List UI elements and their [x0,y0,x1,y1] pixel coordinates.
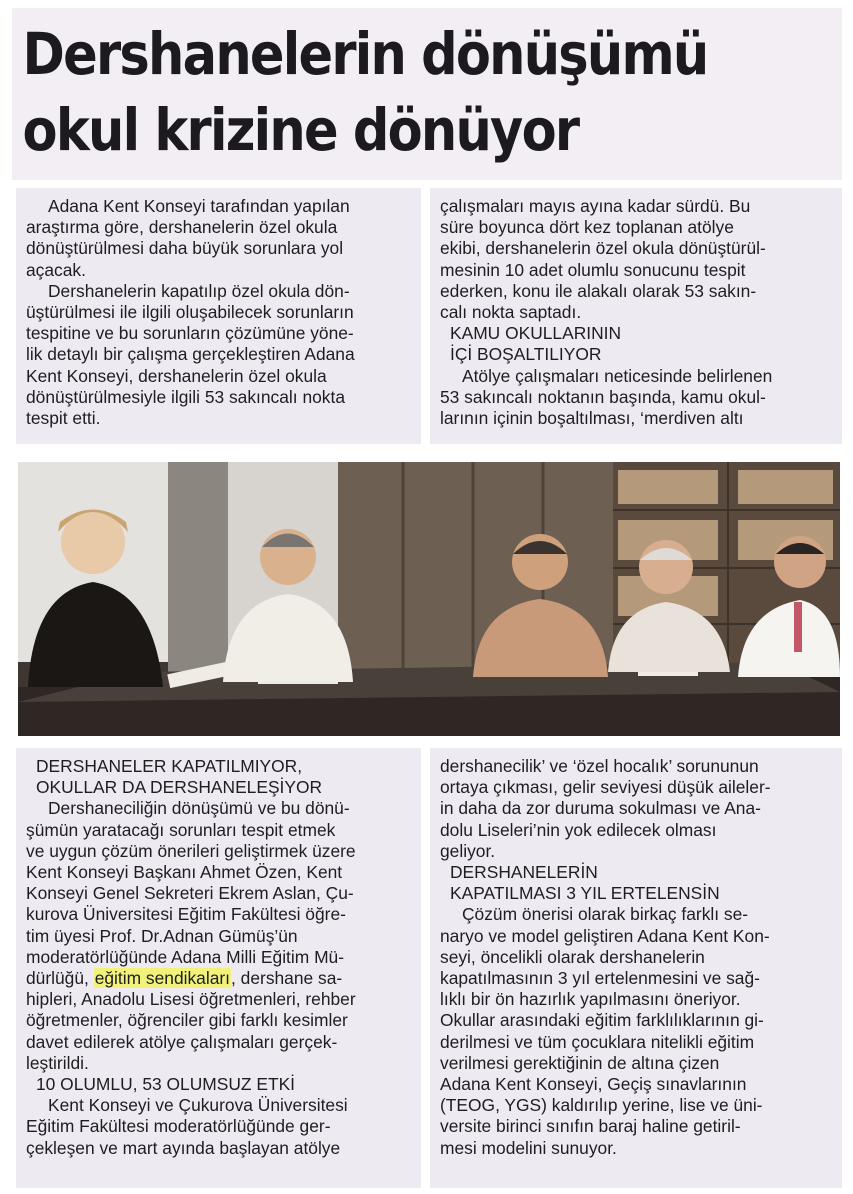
article-text-line: tespit etti. [26,408,101,429]
article-text-line: Kent Konseyi ve Çukurova Üniversitesi [48,1095,348,1116]
section-subhead: OKULLAR DA DERSHANELEŞİYOR [36,777,323,798]
article-text-line: moderatörlüğünde Adana Milli Eğitim Mü- [26,946,345,967]
article-text-line: larının içinin boşaltılması, ‘merdiven altı [440,408,744,429]
article-text-line: ortaya çıkması, gelir seviyesi düşük aileler- [440,777,771,798]
article-text-line: hipleri, Anadolu Lisesi öğretmenleri, rehber [26,989,356,1010]
article-text-line: lıklı bir ön hazırlık yapılmasını öneriyor. [440,989,741,1010]
article-text-line: üştürülmesi ile ilgili oluşabilecek sorunların [26,302,354,323]
article-text-line: leştirildi. [26,1052,89,1073]
article-text-line: Adana Kent Konseyi, Geçiş sınavlarının [440,1074,747,1095]
article-text-line: çekleşen ve mart ayında başlayan atölye [26,1137,341,1158]
article-text-line: tespitine ve bu sorunların çözümüne yöne- [26,323,354,344]
section-subhead: KAMU OKULLARININ [450,323,622,344]
article-text-line: ederken, konu ile alakalı olarak 53 sakın- [440,280,757,301]
article-text-line [26,968,413,989]
headline [12,8,742,168]
section-subhead: DERSHANELERİN [450,862,598,883]
article-text-line: Adana Kent Konseyi tarafından yapılan [48,196,350,216]
article-column-1 [16,188,421,444]
article-text-line: süre boyunca dört kez toplanan atölye [440,217,734,238]
article-text-line: tim üyesi Prof. Dr.Adnan Gümüş’ün [26,925,298,946]
article-text-line: dershanecilik’ ve ‘özel hocalık’ sorununun [440,756,759,776]
article-text-line: ekibi, dershanelerin özel okula dönüştürül- [440,238,766,259]
article-text-line: Eğitim Fakültesi moderatörlüğünde ger- [26,1116,331,1137]
article-column-4 [430,748,842,1188]
article-text-line: derilmesi ve tüm çocuklara nitelikli eğitim [440,1031,755,1052]
article-text-line: ve uygun çözüm önerileri geliştirmek üzere [26,840,356,861]
text-segment: dürlüğü, [26,968,94,989]
article-text-line: Okullar arasındaki eğitim farklılıklarının gi- [440,1010,764,1031]
highlighted-text: eğitim sendikaları [94,968,231,989]
article-text-line: versite birinci sınıfın baraj haline getiril- [440,1116,741,1137]
article-text-line: kurova Üniversitesi Eğitim Fakültesi öğre- [26,904,346,925]
article-text-line: çalışmaları mayıs ayına kadar sürdü. Bu [440,196,751,216]
article-text-line: Konseyi Genel Sekreteri Ekrem Aslan, Çu- [26,883,354,904]
article-text-line: dönüştürülmesiyle ilgili 53 sakıncalı nokta [26,386,345,407]
section-subhead: 10 OLUMLU, 53 OLUMSUZ ETKİ [36,1074,295,1095]
article-column-2 [430,188,842,444]
article-text-line: naryo ve model geliştiren Adana Kent Kon- [440,925,770,946]
article-text-line: Atölye çalışmaları neticesinde belirlenen [462,365,773,386]
article-text-line: Dershaneciliğin dönüşümü ve bu dönü- [48,798,350,819]
section-subhead: KAPATILMASI 3 YIL ERTELENSİN [450,883,720,904]
article-text-line: seyi, öncelikli olarak dershanelerin [440,946,705,967]
article-text-line: geliyor. [440,840,496,861]
article-text-line: Dershanelerin kapatılıp özel okula dön- [48,280,350,301]
article-text-line: Çözüm önerisi olarak birkaç farklı se- [462,904,749,925]
article-text-line: dönüştürülmesi daha büyük sorunlara yol [26,238,344,259]
article-text-line: davet edilerek atölye çalışmaları gerçek- [26,1031,338,1052]
article-text-line: dolu Liseleri’nin yok edilecek olması [440,819,717,840]
article-column-3 [16,748,421,1188]
article-text-line: kapatılmasının 3 yıl ertelenmesini ve sağ- [440,968,760,989]
article-text-line: mesi modelini sunuyor. [440,1137,617,1158]
article-text-line: Kent Konseyi Başkanı Ahmet Özen, Kent [26,862,343,883]
headline-box [12,8,842,180]
section-subhead: İÇİ BOŞALTILIYOR [450,344,602,365]
article-text-line: araştırma göre, dershanelerin özel okula [26,217,338,238]
article-text-line: açacak. [26,259,86,280]
article-text-line: calı nokta saptadı. [440,302,582,323]
article-text-line: lik detaylı bir çalışma gerçekleştiren Adana [26,344,355,365]
article-text-line: 53 sakıncalı noktanın başında, kamu okul- [440,386,766,407]
headline-line-2: okul krizine dönüyor [22,96,579,164]
article-text-line: mesinin 10 adet olumlu sonucunu tespit [440,259,746,280]
meeting-photo [18,462,840,736]
article-text-line: verilmesi gerektiğinin de altına çizen [440,1052,720,1073]
section-subhead: DERSHANELER KAPATILMIYOR, [36,756,303,776]
article-text-line: (TEOG, YGS) kaldırılıp yerine, lise ve üni- [440,1095,763,1116]
text-segment: , dershane sa- [231,968,343,989]
article-text-line: şümün yaratacağı sorunları tespit etmek [26,819,336,840]
article-text-line: in daha da zor duruma sokulması ve Ana- [440,798,761,819]
headline-line-1: Dershanelerin dönüşümü [22,20,708,88]
article-text-line: öğretmenler, öğrenciler gibi farklı kesimler [26,1010,348,1031]
article-text-line: Kent Konseyi, dershanelerin özel okula [26,365,327,386]
